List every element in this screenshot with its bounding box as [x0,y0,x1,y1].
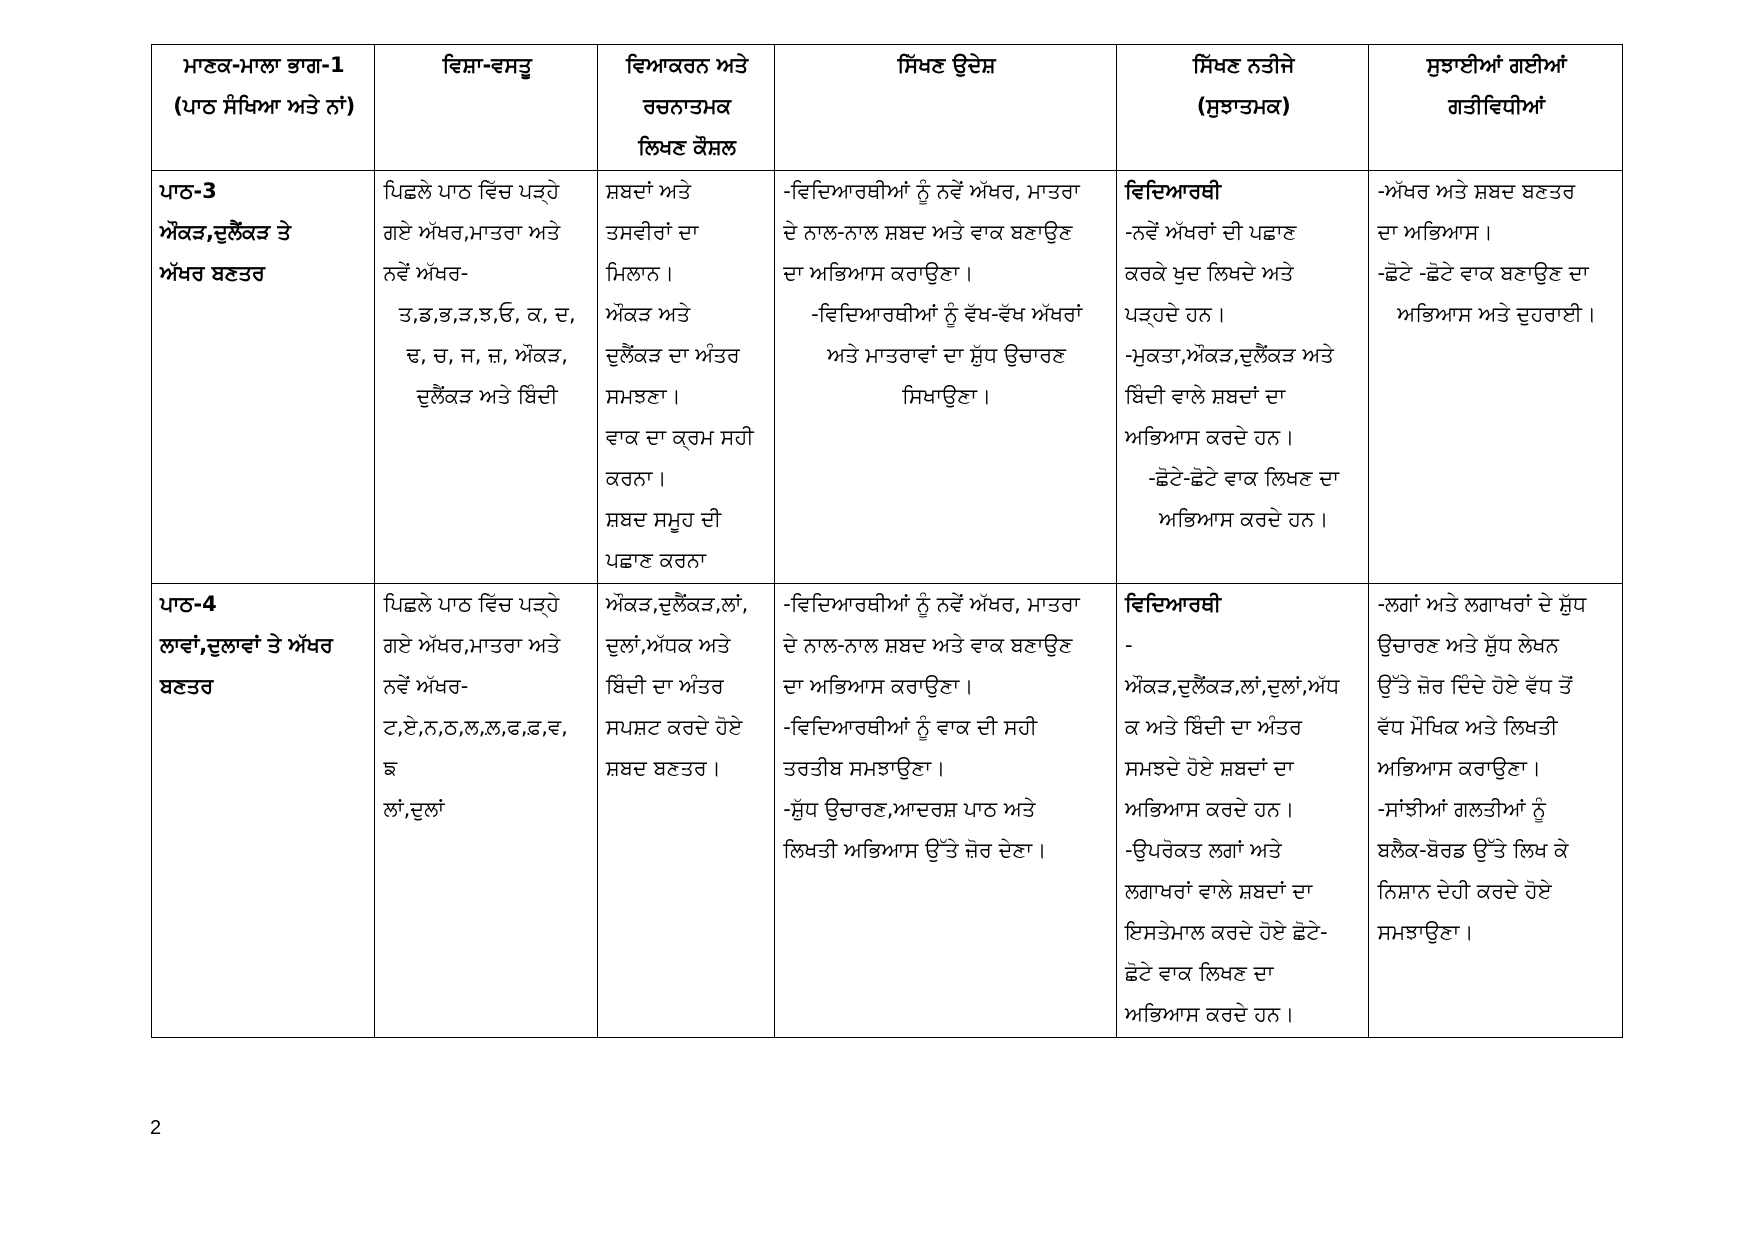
outcomes-cell: ਵਿਦਿਆਰਥੀ -ਨਵੇਂ ਅੱਖਰਾਂ ਦੀ ਪਛਾਣ ਕਰਕੇ ਖੁਦ ਲਿਖਦੇ ਅਤੇ ਪੜ੍ਹਦੇ ਹਨ। -ਮੁਕਤਾ,ਔਕੜ,ਦੁਲੈਂਕੜ ਅਤੇ ਬਿੰਦੀ ਵਾਲੇ ਸ਼ਬਦਾਂ ਦਾ ਅਭਿਆਸ ਕਰਦੇ ਹਨ। -ਛੋਟੇ-ਛੋਟੇ ਵਾਕ ਲਿਖਣ ਦਾ ਅਭਿਆਸ ਕਰਦੇ ਹਨ। [1116,171,1369,584]
lesson-cell: ਪਾਠ-4 ਲਾਵਾਂ,ਦੁਲਾਵਾਂ ਤੇ ਅੱਖਰ ਬਣਤਰ [152,584,375,1038]
curriculum-table [151,44,1623,1038]
table-row [152,171,1623,584]
table-row [152,584,1623,1038]
content-cell: ਪਿਛਲੇ ਪਾਠ ਵਿੱਚ ਪੜ੍ਹੇ ਗਏ ਅੱਖਰ,ਮਾਤਰਾ ਅਤੇ ਨਵੇਂ ਅੱਖਰ- ਤ,ਡ,ਭ,ੜ,ਝ,ਓ, ਕ, ਦ, ਢ, ਚ, ਜ, ਜ਼, ਔਕੜ, ਦੁਲੈਂਕੜ ਅਤੇ ਬਿੰਦੀ [375,171,597,584]
header-outcomes: ਸਿੱਖਣ ਨਤੀਜੇ (ਸੁਝਾਤਮਕ) [1116,45,1369,171]
objectives-cell: -ਵਿਦਿਆਰਥੀਆਂ ਨੂੰ ਨਵੇਂ ਅੱਖਰ, ਮਾਤਰਾ ਦੇ ਨਾਲ-ਨਾਲ ਸ਼ਬਦ ਅਤੇ ਵਾਕ ਬਣਾਉਣ ਦਾ ਅਭਿਆਸ ਕਰਾਉਣਾ। -ਵਿਦਿਆਰਥੀਆਂ ਨੂੰ ਵੱਖ-ਵੱਖ ਅੱਖਰਾਂ ਅਤੇ ਮਾਤਰਾਵਾਂ ਦਾ ਸ਼ੁੱਧ ਉਚਾਰਣ ਸਿਖਾਉਣਾ। [775,171,1117,584]
header-objectives: ਸਿੱਖਣ ਉਦੇਸ਼ [775,45,1117,171]
activities-cell: -ਅੱਖਰ ਅਤੇ ਸ਼ਬਦ ਬਣਤਰ ਦਾ ਅਭਿਆਸ। -ਛੋਟੇ -ਛੋਟੇ ਵਾਕ ਬਣਾਉਣ ਦਾ ਅਭਿਆਸ ਅਤੇ ਦੁਹਰਾਈ। [1369,171,1623,584]
header-grammar: ਵਿਆਕਰਨ ਅਤੇ ਰਚਨਾਤਮਕ ਲਿਖਣ ਕੌਸ਼ਲ [597,45,774,171]
grammar-cell: ਔਕੜ,ਦੁਲੈਂਕੜ,ਲਾਂ, ਦੁਲਾਂ,ਅੱਧਕ ਅਤੇ ਬਿੰਦੀ ਦਾ ਅੰਤਰ ਸਪਸ਼ਟ ਕਰਦੇ ਹੋਏ ਸ਼ਬਦ ਬਣਤਰ। [597,584,774,1038]
header-lesson: ਮਾਣਕ-ਮਾਲਾ ਭਾਗ-1 (ਪਾਠ ਸੰਖਿਆ ਅਤੇ ਨਾਂ) [152,45,375,171]
outcomes-cell: ਵਿਦਿਆਰਥੀ - ਔਕੜ,ਦੁਲੈਂਕੜ,ਲਾਂ,ਦੁਲਾਂ,ਅੱਧ ਕ ਅਤੇ ਬਿੰਦੀ ਦਾ ਅੰਤਰ ਸਮਝਦੇ ਹੋਏ ਸ਼ਬਦਾਂ ਦਾ ਅਭਿਆਸ ਕਰਦੇ ਹਨ। -ਉਪਰੋਕਤ ਲਗਾਂ ਅਤੇ ਲਗਾਖਰਾਂ ਵਾਲੇ ਸ਼ਬਦਾਂ ਦਾ ਇਸਤੇਮਾਲ ਕਰਦੇ ਹੋਏ ਛੋਟੇ- ਛੋਟੇ ਵਾਕ ਲਿਖਣ ਦਾ ਅਭਿਆਸ ਕਰਦੇ ਹਨ। [1116,584,1369,1038]
grammar-cell: ਸ਼ਬਦਾਂ ਅਤੇ ਤਸਵੀਰਾਂ ਦਾ ਮਿਲਾਨ। ਔਕੜ ਅਤੇ ਦੁਲੈਂਕੜ ਦਾ ਅੰਤਰ ਸਮਝਣਾ। ਵਾਕ ਦਾ ਕ੍ਰਮ ਸਹੀ ਕਰਨਾ। ਸ਼ਬਦ ਸਮੂਹ ਦੀ ਪਛਾਣ ਕਰਨਾ [597,171,774,584]
objectives-cell: -ਵਿਦਿਆਰਥੀਆਂ ਨੂੰ ਨਵੇਂ ਅੱਖਰ, ਮਾਤਰਾ ਦੇ ਨਾਲ-ਨਾਲ ਸ਼ਬਦ ਅਤੇ ਵਾਕ ਬਣਾਉਣ ਦਾ ਅਭਿਆਸ ਕਰਾਉਣਾ। -ਵਿਦਿਆਰਥੀਆਂ ਨੂੰ ਵਾਕ ਦੀ ਸਹੀ ਤਰਤੀਬ ਸਮਝਾਉਣਾ। -ਸ਼ੁੱਧ ਉਚਾਰਣ,ਆਦਰਸ਼ ਪਾਠ ਅਤੇ ਲਿਖਤੀ ਅਭਿਆਸ ਉੱਤੇ ਜ਼ੋਰ ਦੇਣਾ। [775,584,1117,1038]
activities-cell: -ਲਗਾਂ ਅਤੇ ਲਗਾਖਰਾਂ ਦੇ ਸ਼ੁੱਧ ਉਚਾਰਣ ਅਤੇ ਸ਼ੁੱਧ ਲੇਖਨ ਉੱਤੇ ਜ਼ੋਰ ਦਿੰਦੇ ਹੋਏ ਵੱਧ ਤੋਂ ਵੱਧ ਮੌਖਿਕ ਅਤੇ ਲਿਖਤੀ ਅਭਿਆਸ ਕਰਾਉਣਾ। -ਸਾਂਝੀਆਂ ਗਲਤੀਆਂ ਨੂੰ ਬਲੈਕ-ਬੋਰਡ ਉੱਤੇ ਲਿਖ ਕੇ ਨਿਸ਼ਾਨ ਦੇਹੀ ਕਰਦੇ ਹੋਏ ਸਮਝਾਉਣਾ। [1369,584,1623,1038]
header-row [152,45,1623,171]
header-activities: ਸੁਝਾਈਆਂ ਗਈਆਂ ਗਤੀਵਿਧੀਆਂ [1369,45,1623,171]
page-number: 2 [150,1117,162,1139]
header-content: ਵਿਸ਼ਾ-ਵਸਤੂ [375,45,597,171]
lesson-cell: ਪਾਠ-3 ਔਕੜ,ਦੁਲੈਂਕੜ ਤੇ ਅੱਖਰ ਬਣਤਰ [152,171,375,584]
content-cell: ਪਿਛਲੇ ਪਾਠ ਵਿੱਚ ਪੜ੍ਹੇ ਗਏ ਅੱਖਰ,ਮਾਤਰਾ ਅਤੇ ਨਵੇਂ ਅੱਖਰ- ਟ,ਏ,ਨ,ਠ,ਲ,ਲ਼,ਫ,ਫ਼,ਵ, ਙ ਲਾਂ,ਦੁਲਾਂ [375,584,597,1038]
